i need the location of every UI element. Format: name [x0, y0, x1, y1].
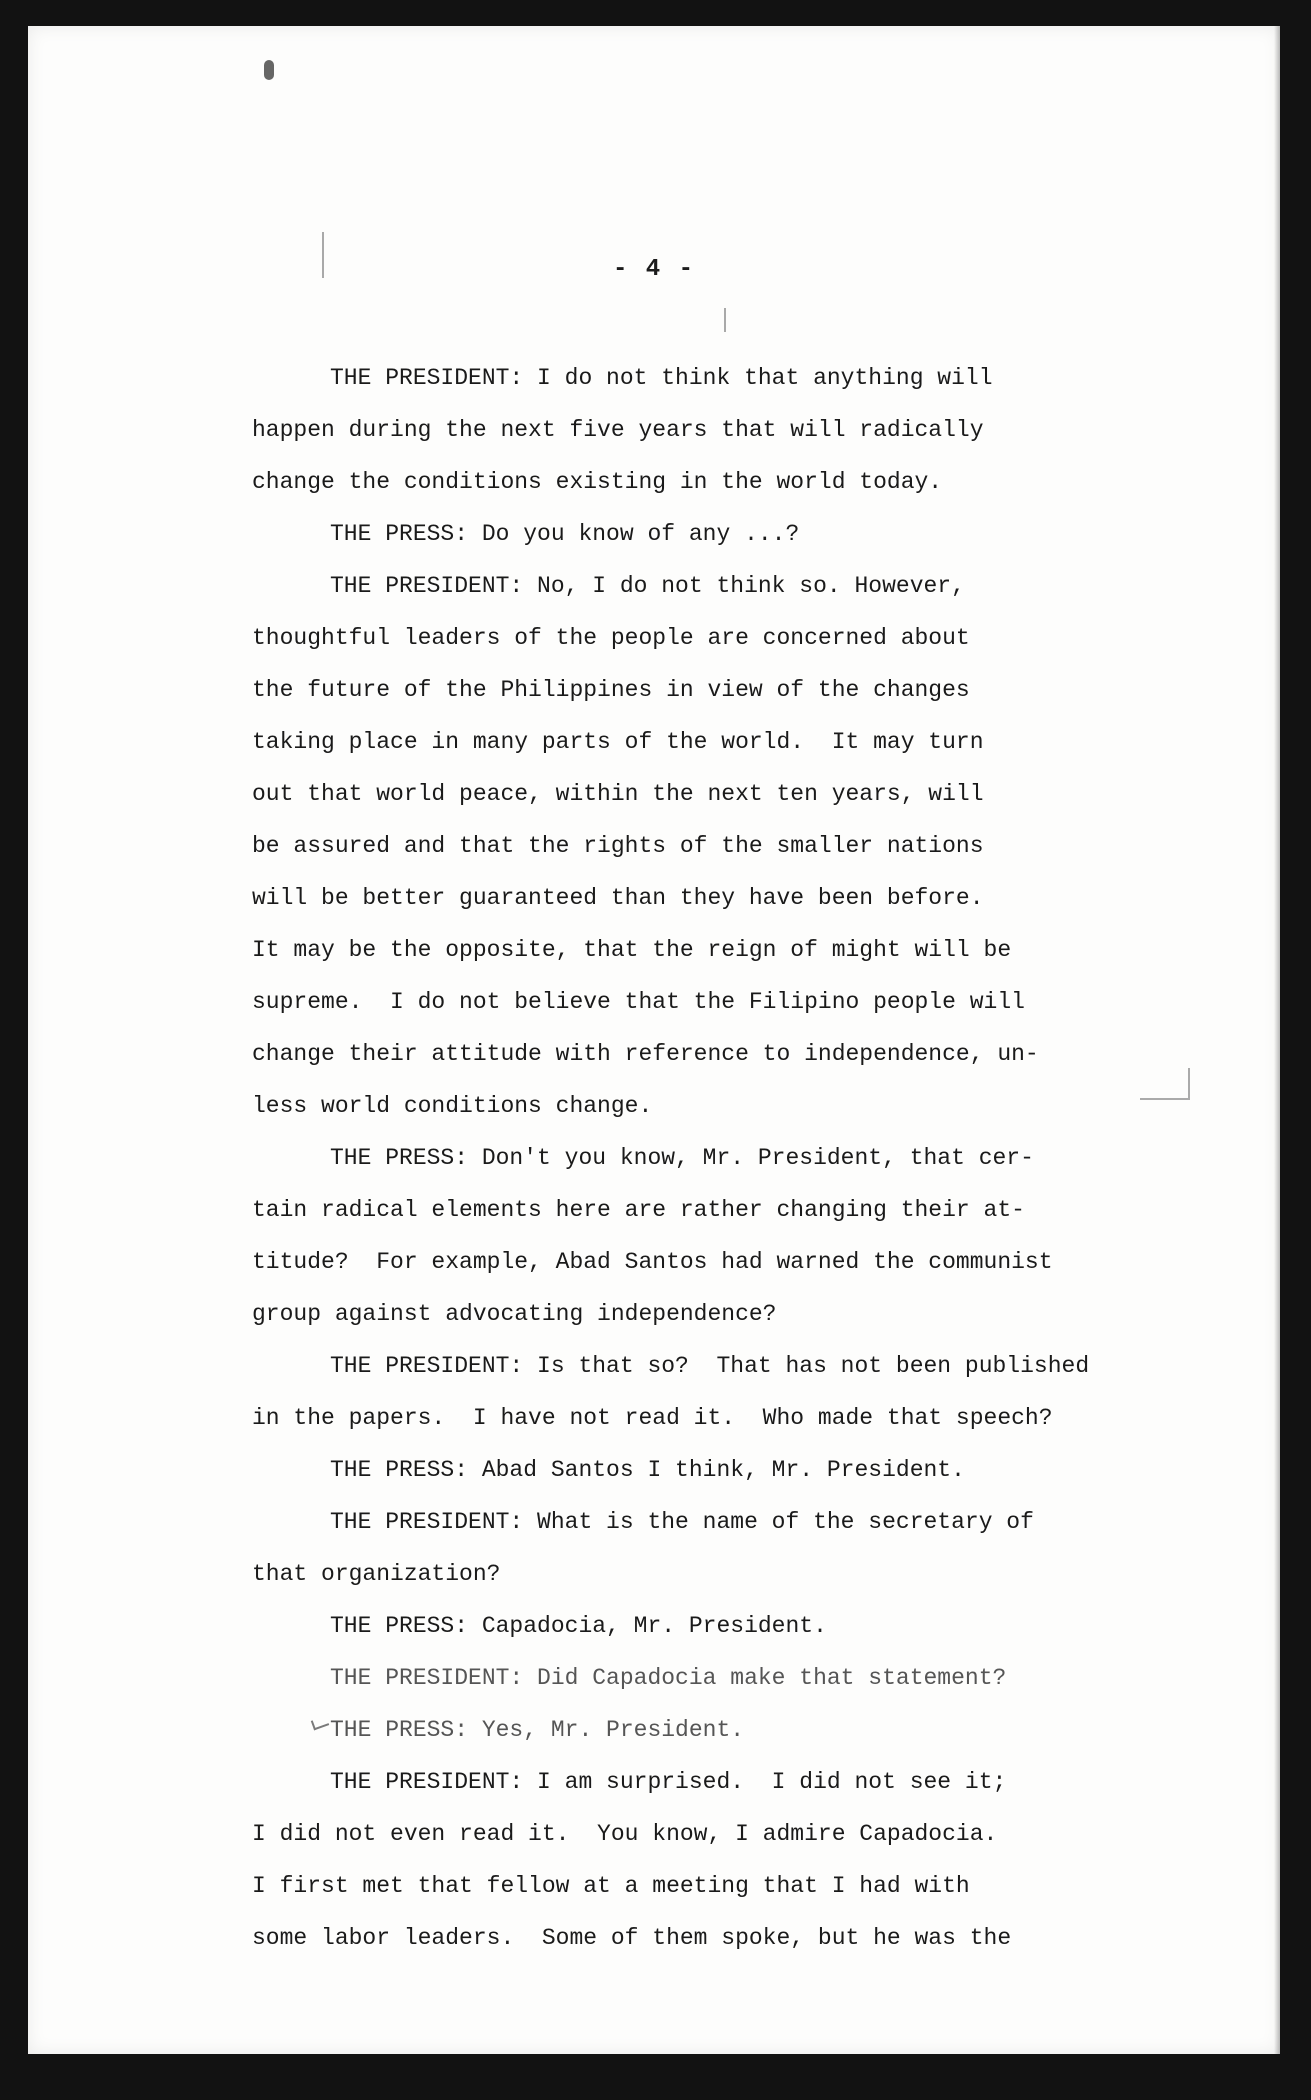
text-line: THE PRESS: Yes, Mr. President.: [330, 1717, 745, 1743]
text-line: less world conditions change.: [252, 1093, 653, 1119]
text-line: some labor leaders. Some of them spoke, but he was the: [252, 1925, 1012, 1951]
transcript-body: [252, 352, 1212, 1964]
text-line: will be better guaranteed than they have been before.: [252, 885, 984, 911]
text-line: THE PRESS: Do you know of any ...?: [330, 521, 800, 547]
text-line: supreme. I do not believe that the Filipino people will: [252, 989, 1025, 1015]
page-edge-shadow: [1274, 26, 1280, 2054]
text-line: THE PRESIDENT: I am surprised. I did not see it;: [330, 1769, 1007, 1795]
text-line: THE PRESIDENT: What is the name of the secretary of: [330, 1509, 1034, 1535]
text-line: that organization?: [252, 1561, 501, 1587]
text-line: THE PRESIDENT: Did Capadocia make that statement?: [330, 1665, 1007, 1691]
text-line: THE PRESS: Abad Santos I think, Mr. President.: [330, 1457, 965, 1483]
text-line: the future of the Philippines in view of the changes: [252, 677, 970, 703]
page-number: - 4 -: [612, 256, 695, 283]
text-line: THE PRESIDENT: No, I do not think so. However,: [330, 573, 965, 599]
document-page: [28, 26, 1280, 2054]
text-line: thoughtful leaders of the people are concerned about: [252, 625, 970, 651]
text-line: titude? For example, Abad Santos had warned the communist: [252, 1249, 1053, 1275]
text-line: THE PRESS: Don't you know, Mr. President, that cer-: [330, 1145, 1034, 1171]
stray-pencil-line: [724, 308, 726, 332]
text-line: in the papers. I have not read it. Who made that speech?: [252, 1405, 1053, 1431]
text-line: change their attitude with reference to independence, un-: [252, 1041, 1039, 1067]
text-line: tain radical elements here are rather changing their at-: [252, 1197, 1025, 1223]
text-line: group against advocating independence?: [252, 1301, 777, 1327]
ink-blot-mark: [260, 60, 280, 80]
text-line: out that world peace, within the next ten years, will: [252, 781, 984, 807]
text-line: THE PRESIDENT: I do not think that anything will: [330, 365, 993, 391]
text-line: THE PRESS: Capadocia, Mr. President.: [330, 1613, 827, 1639]
text-line: be assured and that the rights of the smaller nations: [252, 833, 984, 859]
margin-bracket-mark: [1140, 1068, 1190, 1100]
text-line: THE PRESIDENT: Is that so? That has not been published: [330, 1353, 1090, 1379]
text-line: I first met that fellow at a meeting that I had with: [252, 1873, 970, 1899]
text-line: It may be the opposite, that the reign of might will be: [252, 937, 1012, 963]
text-line: happen during the next five years that will radically: [252, 417, 984, 443]
text-line: taking place in many parts of the world. It may turn: [252, 729, 984, 755]
text-line: I did not even read it. You know, I admire Capadocia.: [252, 1821, 998, 1847]
text-line: change the conditions existing in the world today.: [252, 469, 943, 495]
